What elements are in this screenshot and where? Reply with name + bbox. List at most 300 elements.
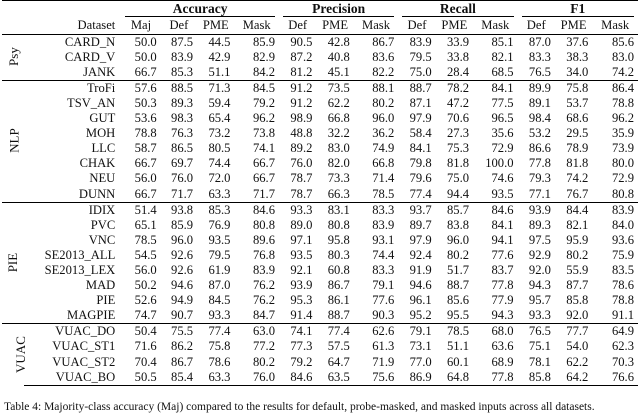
value-cell: 80.2 (447, 247, 470, 262)
value-cell: 85.8 (566, 293, 589, 308)
value-cell: 76.5 (528, 64, 551, 79)
value-cell: 36.2 (372, 126, 395, 141)
value-cell: 78.2 (436, 80, 473, 96)
value-cell: 71.7 (252, 186, 275, 201)
value-cell: 79.8 (409, 156, 432, 171)
value-cell: 59.4 (208, 95, 231, 110)
value-cell: 62.2 (566, 354, 589, 369)
value-cell: 85.9 (234, 34, 279, 50)
value-cell: 75.8 (555, 80, 592, 96)
value-cell: 58.4 (409, 126, 432, 141)
value-cell: 98.3 (171, 111, 194, 126)
value-cell: 76.0 (290, 156, 313, 171)
column-header: Def (288, 17, 308, 32)
value-cell: 63.0 (234, 324, 279, 340)
value-cell: 76.2 (252, 293, 275, 308)
value-cell: 76.6 (592, 370, 638, 386)
value-cell: 76.5 (518, 324, 555, 340)
value-cell: 74.1 (252, 141, 275, 156)
value-cell: 79.2 (290, 354, 313, 369)
value-cell: 68.6 (566, 111, 589, 126)
table-caption: Table 4: Majority-class accuracy (Maj) compared to the results for default, probe-masked, and masked inputs across all datasets. (4, 401, 595, 413)
table-row (2, 324, 638, 340)
value-cell: 83.8 (447, 217, 470, 232)
value-cell: 51.4 (121, 202, 160, 218)
value-cell: 77.7 (555, 324, 592, 340)
value-cell: 33.9 (436, 34, 473, 50)
column-header-row (2, 17, 638, 34)
value-cell: 62.3 (611, 339, 634, 354)
value-cell: 62.2 (327, 95, 350, 110)
value-cell: 40.8 (327, 49, 350, 64)
value-cell: 93.3 (528, 308, 551, 323)
value-cell: 76.9 (208, 217, 231, 232)
dataset-name-cell: PVC (90, 217, 116, 232)
value-cell: 33.8 (447, 49, 470, 64)
value-cell: 77.0 (409, 354, 432, 369)
value-cell: 83.7 (491, 263, 514, 277)
column-header: Def (169, 17, 189, 32)
value-cell: 60.8 (327, 263, 350, 277)
value-cell: 93.6 (611, 232, 634, 247)
value-cell: 85.4 (161, 370, 197, 386)
value-cell: 86.5 (171, 141, 194, 156)
dataset-name-cell: SE2013_LEX (44, 263, 116, 277)
dataset-name-cell: MAGPIE (67, 308, 116, 323)
value-cell: 95.9 (566, 232, 589, 247)
value-cell: 96.1 (409, 293, 432, 308)
value-cell: 77.4 (197, 324, 234, 340)
value-cell: 72.9 (611, 171, 634, 186)
dataset-name-cell: MAD (85, 278, 116, 293)
value-cell: 81.2 (290, 64, 313, 79)
results-table-body (2, 34, 638, 385)
value-cell: 83.9 (398, 34, 435, 50)
value-cell: 94.4 (447, 186, 470, 201)
value-cell: 56.0 (134, 263, 157, 277)
value-cell: 78.8 (134, 126, 157, 141)
value-cell: 72.9 (491, 141, 514, 156)
value-cell: 86.7 (171, 354, 194, 369)
precision-group-header: Precision (279, 1, 398, 18)
value-cell: 79.1 (398, 324, 435, 340)
value-cell: 93.9 (290, 278, 313, 293)
table-row (2, 111, 638, 126)
value-cell: 77.3 (290, 339, 313, 354)
value-cell: 89.2 (290, 141, 313, 156)
value-cell: 83.5 (611, 263, 634, 277)
table-row (2, 278, 638, 293)
value-cell: 95.7 (528, 293, 551, 308)
value-cell: 50.4 (121, 324, 160, 340)
value-cell: 62.6 (354, 324, 398, 340)
value-cell: 85.3 (197, 202, 234, 218)
value-cell: 77.6 (372, 293, 395, 308)
value-cell: 27.3 (447, 126, 470, 141)
value-cell: 88.1 (354, 80, 398, 96)
value-cell: 96.2 (611, 111, 634, 126)
section-label (2, 80, 24, 202)
column-header: Mask (481, 17, 510, 32)
value-cell: 91.1 (611, 308, 634, 323)
column-header: Def (407, 17, 427, 32)
value-cell: 85.1 (473, 34, 518, 50)
value-cell: 77.4 (316, 324, 353, 340)
value-cell: 66.7 (134, 156, 157, 171)
value-cell: 78.7 (290, 186, 313, 201)
value-cell: 89.7 (409, 217, 432, 232)
value-cell: 80.3 (327, 247, 350, 262)
value-cell: 96.0 (372, 111, 395, 126)
value-cell: 83.9 (171, 49, 194, 64)
value-cell: 92.9 (528, 247, 551, 262)
dataset-name-cell: LLC (91, 141, 116, 156)
value-cell: 96.0 (171, 232, 194, 247)
value-cell: 75.3 (447, 141, 470, 156)
value-cell: 54.0 (566, 339, 589, 354)
value-cell: 64.2 (555, 370, 592, 386)
value-cell: 93.5 (491, 186, 514, 201)
value-cell: 71.6 (134, 339, 157, 354)
value-cell: 88.7 (398, 80, 435, 96)
value-cell: 47.2 (447, 95, 470, 110)
value-cell: 76.3 (171, 126, 194, 141)
value-cell: 83.0 (327, 141, 350, 156)
value-cell: 77.2 (252, 339, 275, 354)
value-cell: 85.6 (592, 34, 638, 50)
dataset-name-cell: PIE (96, 293, 116, 308)
value-cell: 37.6 (555, 34, 592, 50)
value-cell: 70.3 (611, 354, 634, 369)
value-cell: 76.2 (252, 278, 275, 293)
value-cell: 85.9 (171, 217, 194, 232)
value-cell: 94.1 (491, 232, 514, 247)
value-cell: 91.9 (409, 263, 432, 277)
dataset-name-cell: SE2013_ALL (44, 247, 116, 262)
value-cell: 84.6 (234, 202, 279, 218)
results-table (2, 0, 638, 386)
value-cell: 93.8 (161, 202, 197, 218)
value-cell: 82.1 (491, 49, 514, 64)
value-cell: 95.5 (447, 308, 470, 323)
table-row (2, 80, 638, 96)
value-cell: 50.3 (134, 95, 157, 110)
table-row (2, 202, 638, 218)
value-cell: 73.9 (611, 141, 634, 156)
value-cell: 28.4 (447, 64, 470, 79)
value-cell: 61.3 (372, 339, 395, 354)
value-cell: 89.0 (290, 217, 313, 232)
value-cell: 70.4 (134, 354, 157, 369)
value-cell: 80.2 (566, 247, 589, 262)
dataset-name-cell: VUAC_ST1 (52, 339, 116, 354)
value-cell: 93.5 (290, 247, 313, 262)
value-cell: 79.5 (409, 49, 432, 64)
value-cell: 77.9 (491, 293, 514, 308)
value-cell: 56.0 (134, 171, 157, 186)
value-cell: 51.1 (208, 64, 231, 79)
value-cell: 79.6 (409, 171, 432, 186)
dataset-name-cell: IDIX (24, 202, 121, 218)
value-cell: 86.9 (398, 370, 435, 386)
value-cell: 75.1 (528, 339, 551, 354)
value-cell: 91.2 (279, 80, 316, 96)
section-label-text: PIE (5, 252, 21, 273)
value-cell: 95.2 (409, 308, 432, 323)
table-row (2, 308, 638, 324)
value-cell: 63.3 (208, 186, 231, 201)
dataset-name-cell: TroFi (24, 80, 121, 96)
value-cell: 87.0 (518, 34, 555, 50)
value-cell: 32.2 (327, 126, 350, 141)
value-cell: 50.2 (134, 278, 157, 293)
table-row (2, 50, 638, 65)
dataset-name-cell: DUNN (78, 186, 116, 201)
value-cell: 74.4 (372, 247, 395, 262)
value-cell: 87.7 (566, 278, 589, 293)
value-cell: 90.7 (171, 308, 194, 323)
value-cell: 93.1 (372, 232, 395, 247)
value-cell: 93.5 (208, 232, 231, 247)
value-cell: 84.5 (234, 80, 279, 96)
value-cell: 93.7 (398, 202, 435, 218)
column-header: PME (441, 17, 468, 32)
group-header-row (2, 1, 638, 18)
value-cell: 84.1 (473, 80, 518, 96)
value-cell: 84.6 (279, 370, 316, 386)
value-cell: 65.1 (134, 217, 157, 232)
value-cell: 88.7 (327, 308, 350, 323)
table-row (2, 339, 638, 354)
value-cell: 98.4 (528, 111, 551, 126)
value-cell: 87.2 (290, 49, 313, 64)
value-cell: 80.8 (611, 186, 634, 201)
dataset-name-cell: CARD_N (24, 34, 121, 50)
value-cell: 85.3 (171, 64, 194, 79)
value-cell: 85.7 (436, 202, 473, 218)
value-cell: 76.0 (171, 171, 194, 186)
value-cell: 89.9 (518, 80, 555, 96)
f1-group-header: F1 (518, 1, 638, 18)
value-cell: 44.5 (197, 34, 234, 50)
value-cell: 80.8 (327, 217, 350, 232)
value-cell: 74.4 (208, 156, 231, 171)
value-cell: 77.6 (491, 247, 514, 262)
value-cell: 29.5 (566, 126, 589, 141)
value-cell: 78.5 (436, 324, 473, 340)
value-cell: 75.6 (354, 370, 398, 386)
value-cell: 74.2 (611, 64, 634, 79)
value-cell: 94.6 (171, 278, 194, 293)
value-cell: 91.2 (290, 95, 313, 110)
value-cell: 78.1 (528, 354, 551, 369)
value-cell: 94.6 (409, 278, 432, 293)
value-cell: 94.3 (491, 308, 514, 323)
value-cell: 63.5 (316, 370, 353, 386)
value-cell: 96.2 (252, 111, 275, 126)
value-cell: 78.5 (372, 186, 395, 201)
value-cell: 79.5 (208, 247, 231, 262)
table-row (2, 141, 638, 156)
value-cell: 78.7 (290, 171, 313, 186)
recall-group-header: Recall (398, 1, 517, 18)
value-cell: 73.8 (252, 126, 275, 141)
dataset-name-cell: VUAC_ST2 (52, 354, 116, 369)
value-cell: 90.3 (372, 308, 395, 323)
value-cell: 50.0 (134, 49, 157, 64)
value-cell: 82.0 (327, 156, 350, 171)
table-row (2, 126, 638, 141)
table-row (2, 171, 638, 186)
table-row (2, 187, 638, 203)
value-cell: 82.2 (372, 64, 395, 79)
value-cell: 69.7 (171, 156, 194, 171)
dataset-name-cell: VUAC_BO (24, 370, 121, 386)
value-cell: 60.1 (447, 354, 470, 369)
dataset-name-cell: TSV_AN (67, 95, 116, 110)
value-cell: 76.8 (252, 247, 275, 262)
value-cell: 74.2 (566, 171, 589, 186)
value-cell: 87.1 (409, 95, 432, 110)
value-cell: 87.0 (208, 278, 231, 293)
value-cell: 58.7 (134, 141, 157, 156)
value-cell: 75.9 (611, 247, 634, 262)
dataset-name-cell: CHAK (79, 156, 116, 171)
value-cell: 92.6 (171, 263, 194, 277)
value-cell: 83.3 (372, 263, 395, 277)
value-cell: 92.6 (171, 247, 194, 262)
value-cell: 100.0 (485, 156, 514, 171)
value-cell: 74.9 (372, 141, 395, 156)
value-cell: 70.6 (447, 111, 470, 126)
table-row (2, 65, 638, 81)
value-cell: 73.3 (327, 171, 350, 186)
value-cell: 81.8 (566, 156, 589, 171)
value-cell: 81.8 (447, 156, 470, 171)
value-cell: 84.1 (409, 141, 432, 156)
value-cell: 82.1 (566, 217, 589, 232)
value-cell: 54.5 (134, 247, 157, 262)
value-cell: 77.4 (409, 186, 432, 201)
value-cell: 42.8 (316, 34, 353, 50)
value-cell: 84.1 (491, 217, 514, 232)
value-cell: 78.5 (134, 232, 157, 247)
value-cell: 63.3 (197, 370, 234, 386)
value-cell: 50.0 (121, 34, 160, 50)
value-cell: 73.1 (409, 339, 432, 354)
value-cell: 75.8 (208, 339, 231, 354)
value-cell: 89.1 (528, 95, 551, 110)
accuracy-group-header: Accuracy (121, 1, 279, 18)
dataset-name-cell: VUAC_DO (24, 324, 121, 340)
value-cell: 86.2 (171, 339, 194, 354)
dataset-name-cell: MOH (85, 126, 116, 141)
value-cell: 78.8 (611, 95, 634, 110)
value-cell: 86.7 (327, 278, 350, 293)
column-header: Mask (601, 17, 630, 32)
column-header: Def (526, 17, 546, 32)
value-cell: 84.4 (555, 202, 592, 218)
value-cell: 63.6 (491, 339, 514, 354)
section-label-text: NLP (6, 128, 22, 154)
table-row (2, 263, 638, 278)
value-cell: 84.7 (252, 308, 275, 323)
value-cell: 71.7 (171, 186, 194, 201)
value-cell: 75.0 (409, 64, 432, 79)
value-cell: 80.8 (252, 217, 275, 232)
value-cell: 51.7 (447, 263, 470, 277)
value-cell: 93.9 (518, 202, 555, 218)
value-cell: 53.2 (528, 126, 551, 141)
value-cell: 71.3 (197, 80, 234, 96)
value-cell: 74.7 (134, 308, 157, 323)
value-cell: 82.9 (252, 49, 275, 64)
table-row (2, 293, 638, 308)
value-cell: 53.7 (566, 95, 589, 110)
value-cell: 66.3 (327, 186, 350, 201)
value-cell: 79.2 (252, 95, 275, 110)
dataset-name-cell: CARD_V (64, 49, 116, 64)
value-cell: 73.2 (208, 126, 231, 141)
value-cell: 83.9 (592, 202, 638, 218)
section-label-text: VUAC (12, 335, 28, 373)
value-cell: 88.5 (161, 80, 197, 96)
table-row (2, 156, 638, 171)
value-cell: 50.5 (121, 370, 160, 386)
value-cell: 96.5 (491, 111, 514, 126)
value-cell: 97.9 (409, 232, 432, 247)
value-cell: 97.1 (290, 232, 313, 247)
value-cell: 72.0 (208, 171, 231, 186)
value-cell: 68.0 (473, 324, 518, 340)
value-cell: 66.8 (372, 156, 395, 171)
value-cell: 71.4 (372, 171, 395, 186)
value-cell: 92.4 (409, 247, 432, 262)
value-cell: 76.7 (566, 186, 589, 201)
value-cell: 90.5 (279, 34, 316, 50)
value-cell: 71.9 (372, 354, 395, 369)
value-cell: 88.7 (447, 278, 470, 293)
value-cell: 66.7 (252, 156, 275, 171)
value-cell: 79.1 (372, 278, 395, 293)
value-cell: 77.5 (491, 95, 514, 110)
table-row (2, 96, 638, 111)
value-cell: 85.8 (518, 370, 555, 386)
column-header: PME (322, 17, 349, 32)
dataset-name-cell: VNC (88, 232, 116, 247)
value-cell: 66.7 (252, 171, 275, 186)
value-cell: 66.8 (327, 111, 350, 126)
value-cell: 86.4 (592, 80, 638, 96)
value-cell: 48.8 (290, 126, 313, 141)
value-cell: 89.3 (171, 95, 194, 110)
value-cell: 74.6 (491, 171, 514, 186)
table-row (2, 355, 638, 370)
value-cell: 66.7 (134, 64, 157, 79)
value-cell: 68.9 (491, 354, 514, 369)
value-cell: 45.1 (327, 64, 350, 79)
value-cell: 57.5 (327, 339, 350, 354)
value-cell: 77.8 (473, 370, 518, 386)
value-cell: 94.3 (528, 278, 551, 293)
value-cell: 95.8 (327, 232, 350, 247)
table-row (2, 370, 638, 386)
value-cell: 57.6 (121, 80, 160, 96)
value-cell: 78.8 (611, 293, 634, 308)
value-cell: 52.6 (134, 293, 157, 308)
value-cell: 34.0 (566, 64, 589, 79)
section-label (2, 202, 24, 324)
